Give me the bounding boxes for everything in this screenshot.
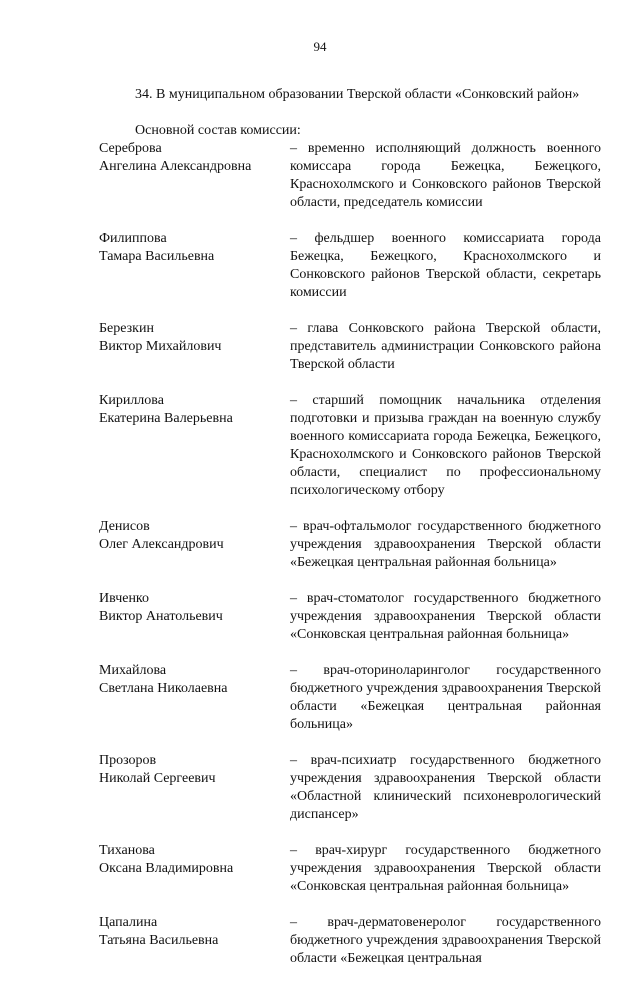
member-entry (99, 842, 601, 896)
member-role: – врач-хирург государственного бюджетного учреждения здравоохранения Тверской области «Сонковская центральная районная больница» (290, 843, 601, 894)
member-given-names: Екатерина Валерьевна (99, 411, 233, 426)
member-given-names: Виктор Анатольевич (99, 609, 223, 624)
member-given-names: Тамара Васильевна (99, 249, 215, 264)
member-role: – временно исполняющий должность военного комиссара города Бежецка, Бежецкого, Краснохолмского и Сонковского районов Тверской области, председатель комиссии (290, 141, 601, 210)
member-role: – врач-стоматолог государственного бюджетного учреждения здравоохранения Тверской области «Сонковская центральная районная больница» (290, 591, 601, 642)
member-entry (99, 230, 601, 302)
member-name (99, 914, 290, 968)
member-given-names: Оксана Владимировна (99, 861, 234, 876)
member-name (99, 518, 290, 572)
section-heading: 34. В муниципальном образовании Тверской области «Сонковский район» (135, 87, 580, 102)
member-given-names: Татьяна Васильевна (99, 933, 219, 948)
member-given-names: Виктор Михайлович (99, 339, 222, 354)
member-given-names: Олег Александрович (99, 537, 224, 552)
member-role: – врач-дерматовенеролог государственного бюджетного учреждения здравоохранения Тверской области «Бежецкая центральная (290, 915, 601, 966)
member-surname: Филиппова (99, 231, 167, 246)
member-entry (99, 140, 601, 212)
member-role: – фельдшер военного комиссариата города Бежецка, Бежецкого, Краснохолмского и Сонковского районов Тверской области, секретарь комиссии (290, 231, 601, 300)
member-given-names: Светлана Николаевна (99, 681, 228, 696)
member-name (99, 230, 290, 302)
member-role: – глава Сонковского района Тверской области, представитель администрации Сонковского района Тверской области (290, 321, 601, 372)
member-entry (99, 662, 601, 734)
member-name (99, 590, 290, 644)
member-role: – старший помощник начальника отделения подготовки и призыва граждан на военную службу военного комиссариата города Бежецка, Бежецкого, Краснохолмского и Сонковского районов Тверской области, специалист по профессиональному психологическому отбору (290, 393, 601, 498)
commission-members-list (99, 140, 601, 986)
member-role: – врач-психиатр государственного бюджетного учреждения здравоохранения Тверской области «Областной клинический психоневрологический диспансер» (290, 753, 601, 822)
member-surname: Цапалина (99, 915, 158, 930)
member-role: – врач-офтальмолог государственного бюджетного учреждения здравоохранения Тверской области «Бежецкая центральная районная больница» (290, 519, 601, 570)
member-surname: Березкин (99, 321, 154, 336)
member-role: – врач-оториноларинголог государственного бюджетного учреждения здравоохранения Тверской области «Бежецкая центральная районная больница» (290, 663, 601, 732)
member-surname: Михайлова (99, 663, 167, 678)
member-surname: Прозоров (99, 753, 157, 768)
member-name (99, 140, 290, 212)
member-entry (99, 914, 601, 968)
page-number: 94 (313, 39, 327, 54)
member-entry (99, 590, 601, 644)
member-given-names: Николай Сергеевич (99, 771, 216, 786)
member-entry (99, 518, 601, 572)
member-entry (99, 752, 601, 824)
member-entry (99, 320, 601, 374)
member-surname: Сереброва (99, 141, 162, 156)
member-name (99, 842, 290, 896)
member-surname: Кириллова (99, 393, 164, 408)
member-name (99, 752, 290, 824)
member-name (99, 392, 290, 500)
section-subheading: Основной состав комиссии: (135, 123, 301, 138)
member-surname: Ивченко (99, 591, 150, 606)
member-surname: Денисов (99, 519, 150, 534)
member-given-names: Ангелина Александровна (99, 159, 252, 174)
member-surname: Тиханова (99, 843, 155, 858)
member-entry (99, 392, 601, 500)
member-name (99, 662, 290, 734)
member-name (99, 320, 290, 374)
